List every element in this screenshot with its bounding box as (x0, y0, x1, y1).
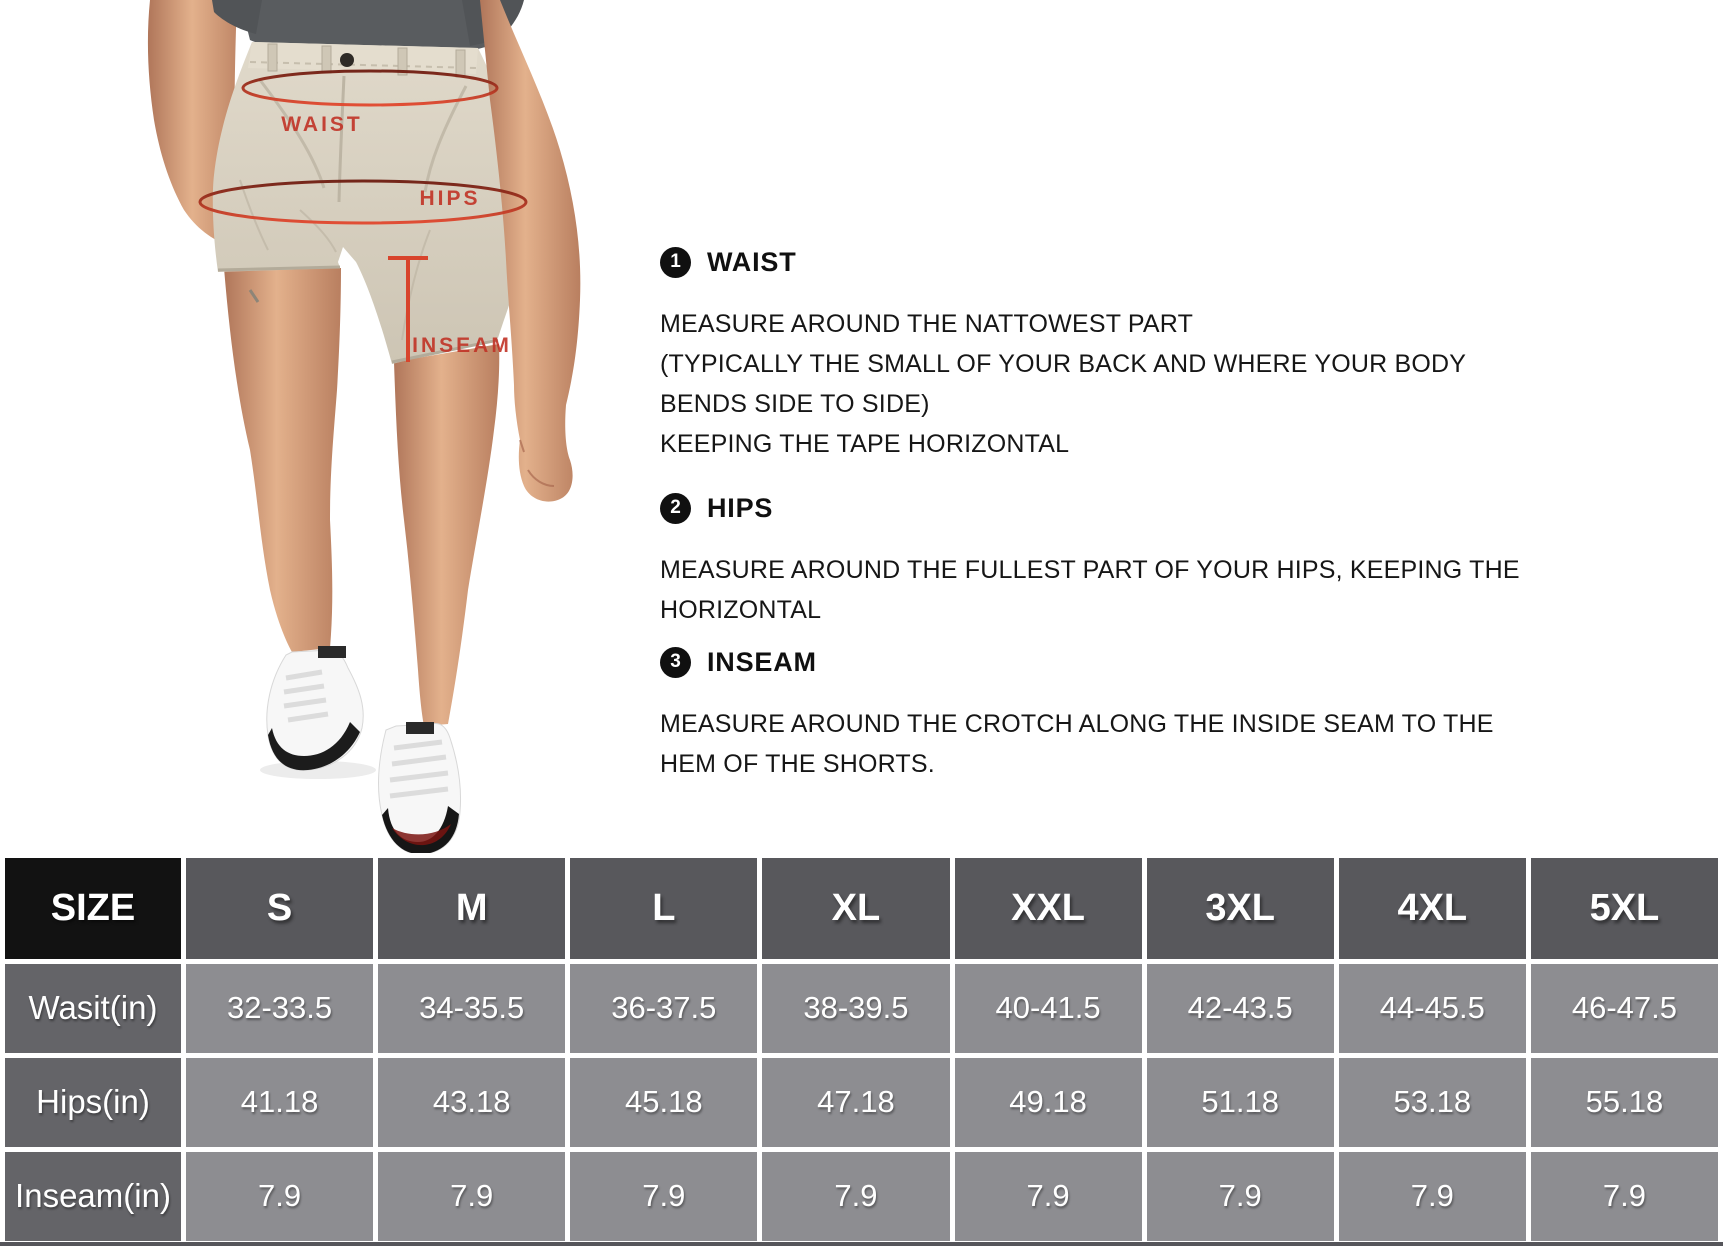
instruction-title: WAIST (707, 246, 797, 277)
inseam-value-s: 7.9 (186, 1152, 373, 1241)
inseam-value-l: 7.9 (570, 1152, 757, 1241)
waist-value-xxl: 40-41.5 (955, 964, 1142, 1053)
hips-value-xl: 47.18 (762, 1058, 949, 1147)
hips-value-xxl: 49.18 (955, 1058, 1142, 1147)
instruction-body (660, 550, 1520, 630)
inseam-value-5xl: 7.9 (1531, 1152, 1718, 1241)
inseam-value-xxl: 7.9 (955, 1152, 1142, 1241)
instruction-heading (660, 646, 1400, 678)
waist-value-m: 34-35.5 (378, 964, 565, 1053)
right-shoe-tongue (406, 722, 434, 734)
size-chart-table (0, 853, 1723, 1246)
waist-value-xl: 38-39.5 (762, 964, 949, 1053)
instruction-line: (TYPICALLY THE SMALL OF YOUR BACK AND WHERE YOUR BODY (660, 350, 1467, 378)
instruction-line: KEEPING THE TAPE HORIZONTAL (660, 430, 1070, 458)
row-label-inseam: Inseam(in) (5, 1152, 181, 1241)
hips-value-3xl: 51.18 (1147, 1058, 1334, 1147)
model-figure-illustration (0, 0, 600, 858)
belt-loop (268, 44, 277, 71)
hips-value-s: 41.18 (186, 1058, 373, 1147)
inseam-value-4xl: 7.9 (1339, 1152, 1526, 1241)
header-cell-s: S (186, 858, 373, 959)
hips-value-l: 45.18 (570, 1058, 757, 1147)
instruction-line: MEASURE AROUND THE FULLEST PART OF YOUR HIPS, KEEPING THE (660, 556, 1520, 584)
header-cell-l: L (570, 858, 757, 959)
size-chart (0, 853, 1723, 1246)
instruction-line: BENDS SIDE TO SIDE) (660, 390, 930, 418)
row-label-waist: Wasit(in) (5, 964, 181, 1053)
hips-value-5xl: 55.18 (1531, 1058, 1718, 1147)
waist-value-l: 36-37.5 (570, 964, 757, 1053)
instruction-line: HEM OF THE SHORTS. (660, 750, 935, 778)
header-cell-size: SIZE (5, 858, 181, 959)
header-cell-xxl: XXL (955, 858, 1142, 959)
left-leg (224, 268, 341, 652)
instruction-section-hips (660, 492, 1520, 630)
image-bottom-crop-strip (0, 1242, 1723, 1246)
waist-value-5xl: 46-47.5 (1531, 964, 1718, 1053)
inseam-row (5, 1152, 1718, 1241)
inseam-value-3xl: 7.9 (1147, 1152, 1334, 1241)
size-header-row (5, 858, 1718, 959)
instruction-line: MEASURE AROUND THE NATTOWEST PART (660, 310, 1194, 338)
waist-overlay-label: WAIST (281, 113, 363, 136)
waist-value-3xl: 42-43.5 (1147, 964, 1334, 1053)
inseam-overlay-label: INSEAM (412, 334, 512, 357)
hips-value-4xl: 53.18 (1339, 1058, 1526, 1147)
header-cell-3xl: 3XL (1147, 858, 1334, 959)
hips-value-m: 43.18 (378, 1058, 565, 1147)
hips-overlay-label: HIPS (419, 187, 481, 210)
instruction-section-waist (660, 246, 1467, 464)
measuring-instructions (660, 0, 1520, 858)
instruction-heading (660, 492, 1400, 524)
hips-row (5, 1058, 1718, 1147)
step-2-badge: 2 (660, 493, 691, 524)
header-cell-xl: XL (762, 858, 949, 959)
inseam-value-m: 7.9 (378, 1152, 565, 1241)
instruction-body (660, 304, 1467, 464)
instruction-line: HORIZONTAL (660, 596, 822, 624)
instruction-heading (660, 246, 1400, 278)
waist-value-s: 32-33.5 (186, 964, 373, 1053)
instruction-title: INSEAM (707, 646, 817, 677)
left-shoe-heel-tab (318, 646, 346, 658)
right-leg (394, 344, 499, 726)
waist-button (340, 53, 354, 67)
instruction-body (660, 704, 1494, 784)
step-3-badge: 3 (660, 647, 691, 678)
instruction-section-inseam (660, 646, 1494, 784)
product-photo (0, 0, 600, 858)
belt-loop (456, 50, 465, 77)
row-label-hips: Hips(in) (5, 1058, 181, 1147)
header-cell-4xl: 4XL (1339, 858, 1526, 959)
belt-loop (322, 46, 331, 73)
step-1-badge: 1 (660, 247, 691, 278)
header-cell-m: M (378, 858, 565, 959)
waist-value-4xl: 44-45.5 (1339, 964, 1526, 1053)
header-cell-5xl: 5XL (1531, 858, 1718, 959)
instruction-title: HIPS (707, 492, 774, 523)
inseam-value-xl: 7.9 (762, 1152, 949, 1241)
waist-row (5, 964, 1718, 1053)
instruction-line: MEASURE AROUND THE CROTCH ALONG THE INSIDE SEAM TO THE (660, 710, 1494, 738)
